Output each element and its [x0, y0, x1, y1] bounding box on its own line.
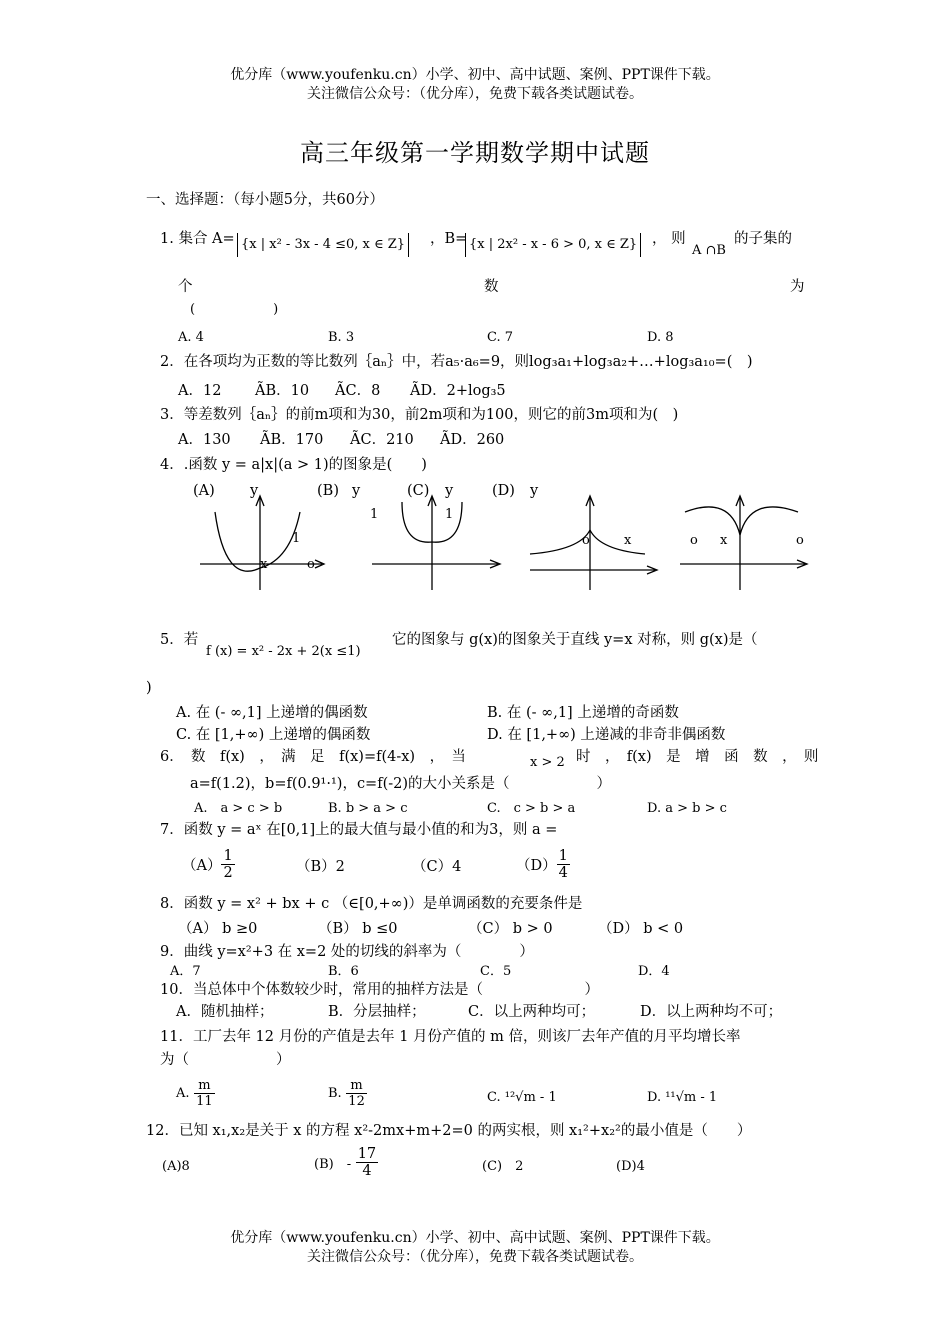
q11-stem-1: 11．工厂去年 12 月份的产值是去年 1 月份产值的 m 倍，则该厂去年产值的月平均增长率 — [160, 1029, 741, 1045]
q4-label-d: (D) — [492, 483, 515, 499]
q7-option-a — [182, 848, 235, 881]
q11-option-b — [328, 1078, 367, 1109]
header-line-2: 关注微信公众号：（优分库），免费下载各类试题试卷。 — [307, 86, 643, 102]
q1-option-d: D. 8 — [647, 330, 674, 345]
q1-stem-b: ，B= — [430, 231, 468, 247]
graph-d-label-o2: o — [796, 533, 804, 548]
q7-option-a-num: 1 — [223, 848, 233, 864]
q11-option-a-label: A. — [176, 1086, 190, 1101]
q1-option-a: A. 4 — [178, 330, 204, 345]
graph-a-label-x: x — [260, 557, 268, 572]
q12-option-b — [314, 1146, 378, 1179]
q5-option-a: A. 在 (- ∞,1] 上递增的偶函数 — [176, 705, 368, 721]
q3-option-d: ÃD．260 — [440, 432, 505, 448]
q11-option-a-num: m — [194, 1078, 215, 1094]
q1-set-a: {x | x² - 3x - 4 ≤0, x ∈ Z} — [237, 233, 409, 257]
q7-option-b: （B）2 — [296, 859, 345, 875]
q10-option-b: B．分层抽样； — [328, 1004, 426, 1020]
graph-d-label-o: o — [690, 533, 698, 548]
q1-w2: 数 — [484, 279, 499, 295]
graph-c-label-o: o — [582, 533, 590, 548]
graph-a-curve — [215, 512, 300, 571]
q10-option-c: C．以上两种均可； — [468, 1004, 596, 1020]
q5-close: ) — [146, 680, 152, 696]
q3-option-c: ÃC．210 — [350, 432, 414, 448]
q9-option-a: A．7 — [170, 964, 201, 979]
q7-stem: 7．函数 y = aˣ 在[0,1]上的最大值与最小值的和为3，则 a = — [160, 822, 558, 838]
q4-label-b-y: y — [352, 483, 361, 499]
q2-stem: 2．在各项均为正数的等比数列｛aₙ｝中，若a₅·a₆=9，则log₃a₁+log₃a₂+…+log₃a₁₀=( ) — [160, 354, 753, 370]
q3-option-a: A．130 — [178, 432, 231, 448]
q12-option-d: (D)4 — [616, 1159, 645, 1174]
q8-option-b: （B） b ≤0 — [318, 921, 398, 937]
q4-label-a-y: y — [250, 483, 259, 499]
page-title: 高三年级第一学期数学期中试题 — [300, 139, 650, 167]
footer-line-2: 关注微信公众号：（优分库），免费下载各类试题试卷。 — [307, 1249, 643, 1265]
q11-option-b-den: 12 — [348, 1094, 365, 1109]
q2-option-c: ÃC．8 — [335, 383, 381, 399]
q5-option-d: D. 在 [1,+∞) 上递减的非奇非偶函数 — [487, 727, 726, 743]
q4-label-a: (A) — [193, 483, 215, 499]
q10-stem: 10．当总体中个体数较少时，常用的抽样方法是（ ） — [160, 982, 599, 998]
q6-stem-2: a=f(1.2)，b=f(0.9¹·¹)，c=f(-2)的大小关系是（ ） — [190, 776, 612, 792]
q7-option-d-num: 1 — [558, 848, 568, 864]
q3-stem: 3．等差数列｛aₙ｝的前m项和为30，前2m项和为100，则它的前3m项和为( ) — [160, 407, 679, 423]
q4-graphs — [190, 490, 830, 600]
q9-option-d: D．4 — [638, 964, 670, 979]
q1-set-b: {x | 2x² - x - 6 > 0, x ∈ Z} — [465, 233, 641, 257]
q1-intersect: A ∩B — [692, 243, 726, 258]
q6-option-b: B. b > a > c — [328, 801, 408, 816]
q12-option-b-num: 17 — [357, 1146, 377, 1162]
q1-paren: ( ) — [190, 302, 279, 317]
q6-stem-1b: x > 2 — [530, 755, 565, 770]
q10-option-a: A．随机抽样； — [176, 1004, 274, 1020]
q3-option-b: ÃB．170 — [260, 432, 324, 448]
q11-option-d: D. ¹¹√m - 1 — [647, 1090, 718, 1105]
graph-c-top-label-1: 1 — [445, 507, 454, 522]
graph-b-label-1: 1 — [370, 507, 379, 522]
q1-stem-a: 1. 集合 A= — [160, 231, 235, 247]
q4-stem: 4．.函数 y = a|x|(a > 1)的图象是( ) — [160, 457, 427, 473]
q7-option-d — [516, 848, 570, 881]
q6-stem-1c: 时 ， f(x) 是 增 函 数 ， 则 — [576, 749, 819, 765]
q5-stem-a: 5．若 — [160, 632, 199, 648]
q12-stem: 12．已知 x₁,x₂是关于 x 的方程 x²-2mx+m+2=0 的两实根，则 x₁²+x₂²的最小值是（ ） — [146, 1123, 752, 1139]
q11-stem-2: 为（ ） — [160, 1052, 291, 1068]
graph-a-label-o: o — [307, 557, 315, 572]
q1-option-c: C. 7 — [487, 330, 514, 345]
q4-label-d-y: y — [530, 483, 539, 499]
q11-option-b-num: m — [346, 1078, 367, 1094]
q5-option-b: B. 在 (- ∞,1] 上递增的奇函数 — [487, 705, 679, 721]
q11-option-b-label: B. — [328, 1086, 342, 1101]
q7-option-a-den: 2 — [223, 865, 233, 881]
graph-c-label-x: x — [624, 533, 632, 548]
section-heading: 一、选择题：（每小题5分，共60分） — [146, 192, 384, 208]
q7-option-d-label: （D） — [516, 858, 557, 874]
q5-stem-b: 它的图象与 g(x)的图象关于直线 y=x 对称，则 g(x)是（ — [392, 632, 758, 648]
q4-label-b: (B) — [317, 483, 339, 499]
q12-option-b-label: (B) - — [314, 1157, 352, 1172]
q4-label-c-y: y — [445, 483, 454, 499]
q9-stem: 9．曲线 y=x²+3 在 x=2 处的切线的斜率为（ ） — [160, 944, 534, 960]
q8-option-a: （A） b ≥0 — [178, 921, 258, 937]
q11-option-a-den: 11 — [196, 1094, 213, 1109]
graph-a-label-1: 1 — [292, 531, 301, 546]
q11-option-a — [176, 1078, 215, 1109]
q2-option-a: A．12 — [178, 383, 222, 399]
q5-option-c: C. 在 [1,+∞) 上递增的偶函数 — [176, 727, 371, 743]
q12-option-c: (C) 2 — [482, 1159, 524, 1174]
q6-option-c: C. c > b > a — [487, 801, 576, 816]
q9-option-c: C．5 — [480, 964, 512, 979]
q9-option-b: B．6 — [328, 964, 359, 979]
footer-line-1: 优分库（www.youfenku.cn）小学、初中、高中试题、案例、PPT课件下载。 — [230, 1230, 720, 1246]
q1-stem-c: ， 则 — [652, 231, 686, 247]
q1-option-b: B. 3 — [328, 330, 355, 345]
q5-func: f (x) = x² - 2x + 2(x ≤1) — [206, 644, 361, 659]
q6-option-d: D. a > b > c — [647, 801, 727, 816]
q7-option-c: （C）4 — [412, 859, 462, 875]
header-line-1: 优分库（www.youfenku.cn）小学、初中、高中试题、案例、PPT课件下载。 — [230, 67, 720, 83]
q12-option-b-den: 4 — [362, 1163, 372, 1179]
q8-option-c: （C） b > 0 — [468, 921, 553, 937]
q7-option-d-den: 4 — [558, 865, 568, 881]
q12-option-a: (A)8 — [162, 1159, 190, 1174]
graph-d-label-x: x — [720, 533, 728, 548]
q2-option-d: ÃD．2+log₃5 — [410, 383, 506, 399]
q7-option-a-label: （A） — [182, 858, 222, 874]
q4-label-c: (C) — [407, 483, 430, 499]
q1-w1: 个 — [178, 279, 193, 295]
q6-option-a: A. a > c > b — [194, 801, 283, 816]
graph-d-curve — [685, 507, 798, 535]
q1-w3: 为 — [790, 279, 805, 295]
q11-option-c: C. ¹²√m - 1 — [487, 1090, 557, 1105]
q10-option-d: D．以上两种均不可； — [640, 1004, 783, 1020]
q1-stem-d: 的子集的 — [734, 231, 792, 247]
q2-option-b: ÃB．10 — [255, 383, 310, 399]
q8-stem: 8．函数 y = x² + bx + c （∈[0,+∞)）是单调函数的充要条件是 — [160, 896, 583, 912]
q8-option-d: （D） b < 0 — [598, 921, 684, 937]
q6-stem-1a: 6． 数 f(x) ， 满 足 f(x)=f(4-x) ， 当 — [160, 749, 466, 765]
